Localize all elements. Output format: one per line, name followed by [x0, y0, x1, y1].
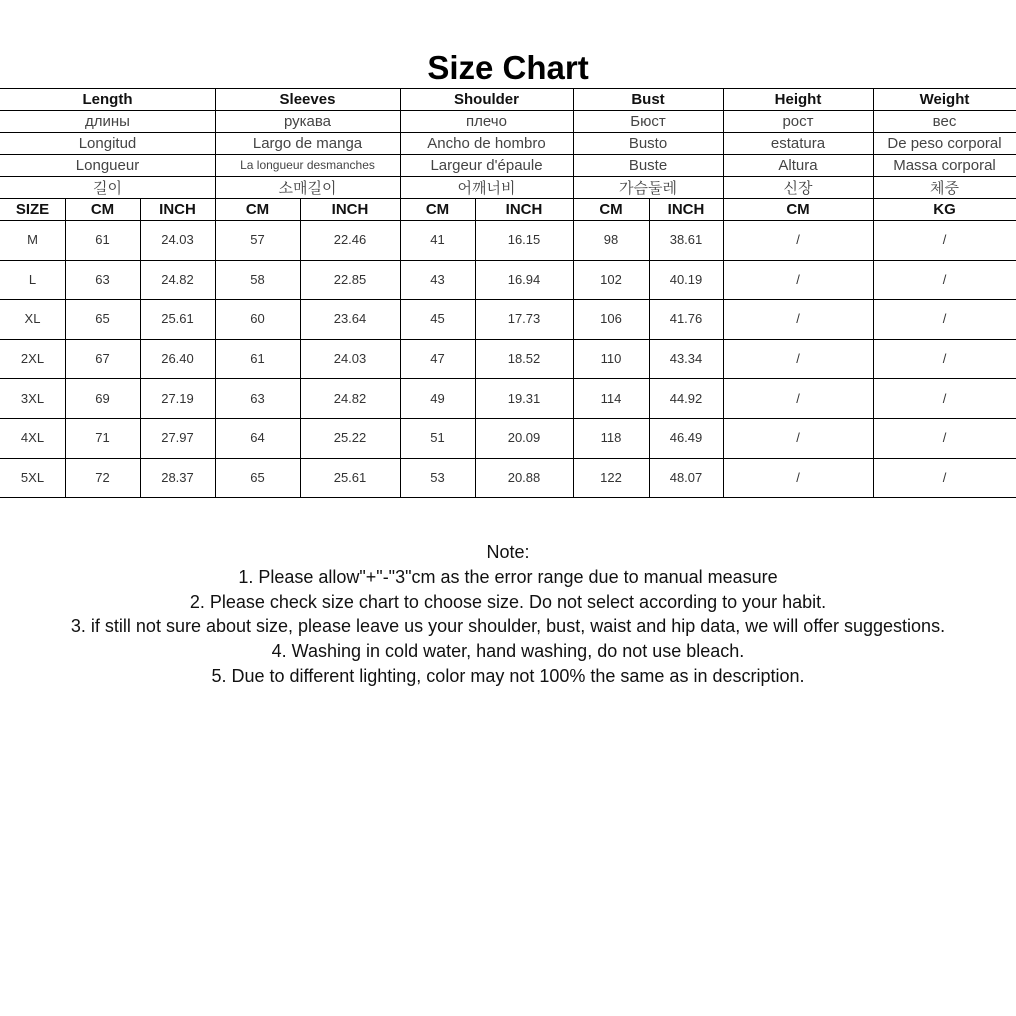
table-cell: 38.61 [669, 232, 703, 248]
table-cell: / [796, 311, 800, 327]
column-header-weight: Weight [919, 90, 970, 108]
table-cell: / [942, 430, 947, 446]
table-cell: 17.73 [507, 311, 541, 327]
table-cell: 16.15 [507, 232, 541, 248]
table-cell: / [796, 430, 800, 446]
unit-header: CM [425, 200, 450, 218]
header-translation: Largo de manga [252, 134, 363, 152]
table-cell: 61 [250, 351, 265, 367]
table-cell: 22.46 [333, 232, 367, 248]
unit-header: CM [90, 200, 115, 218]
table-cell: 20.88 [507, 469, 541, 485]
table-cell: 16.94 [507, 271, 541, 287]
note-item-5: 5. Due to different lighting, color may not 100% the same as in description. [211, 665, 805, 686]
header-translation: 어깨너비 [457, 179, 516, 197]
header-translation: Massa corporal [893, 156, 996, 174]
unit-header: KG [933, 200, 956, 218]
header-translation: длины [85, 112, 130, 130]
header-translation: De peso corporal [887, 134, 1002, 152]
size-label: 4XL [20, 430, 45, 446]
table-cell: 20.09 [507, 430, 541, 446]
table-grid-line [723, 88, 724, 497]
note-item-4: 4. Washing in cold water, hand washing, do not use bleach. [271, 641, 745, 662]
table-grid-line [0, 88, 1016, 89]
table-cell: 24.03 [333, 351, 367, 367]
table-cell: 114 [600, 390, 622, 406]
table-cell: 64 [250, 430, 265, 446]
table-cell: 25.22 [333, 430, 367, 446]
column-header-length: Length [82, 90, 133, 108]
header-translation: La longueur desmanches [240, 158, 375, 172]
table-cell: 65 [95, 311, 110, 327]
table-grid-line [873, 88, 874, 497]
table-cell: 19.31 [507, 390, 541, 406]
table-cell: / [796, 232, 800, 248]
table-grid-line [0, 418, 1016, 419]
table-cell: 58 [250, 271, 265, 287]
table-cell: 102 [600, 271, 622, 287]
table-cell: / [796, 469, 800, 485]
header-translation: Longitud [78, 134, 137, 152]
table-cell: 63 [95, 271, 110, 287]
table-cell: 44.92 [669, 390, 703, 406]
note-item-2: 2. Please check size chart to choose size. Do not select according to your habit. [189, 591, 827, 612]
table-cell: / [942, 351, 947, 367]
header-translation: Altura [778, 156, 818, 174]
size-label: 3XL [20, 390, 45, 406]
size-label: XL [24, 311, 41, 327]
table-cell: 22.85 [333, 271, 367, 287]
table-cell: 43 [430, 271, 445, 287]
table-cell: 27.97 [161, 430, 194, 446]
table-cell: 63 [250, 390, 265, 406]
header-translation: плечо [466, 112, 507, 130]
page-title: Size Chart [427, 49, 589, 86]
size-label: 5XL [20, 469, 45, 485]
table-grid-line [0, 176, 1016, 177]
table-cell: 98 [603, 232, 619, 248]
table-cell: 45 [430, 311, 445, 327]
table-grid-line [0, 339, 1016, 340]
header-translation: рост [782, 112, 814, 130]
table-cell: 72 [95, 469, 110, 485]
header-translation: Buste [628, 156, 668, 174]
header-translation: 신장 [783, 179, 813, 197]
table-cell: 25.61 [161, 311, 194, 327]
table-grid-line [475, 198, 476, 497]
header-translation: 소매길이 [278, 179, 337, 197]
table-grid-line [0, 497, 1016, 498]
table-cell: 26.40 [161, 351, 194, 367]
size-label: L [28, 271, 37, 287]
table-grid-line [0, 378, 1016, 379]
table-cell: 25.61 [333, 469, 367, 485]
table-grid-line [0, 220, 1016, 221]
table-cell: 46.49 [669, 430, 703, 446]
table-cell: / [796, 351, 800, 367]
header-translation: рукава [283, 112, 332, 130]
header-translation: вес [932, 112, 957, 130]
table-grid-line [0, 260, 1016, 261]
table-grid-line [573, 88, 574, 497]
table-cell: 69 [95, 390, 110, 406]
column-header-shoulder: Shoulder [453, 90, 519, 108]
unit-header: CM [599, 200, 623, 218]
column-header-sleeves: Sleeves [279, 90, 336, 108]
table-cell: 24.03 [161, 232, 194, 248]
table-cell: / [942, 311, 947, 327]
table-grid-line [0, 299, 1016, 300]
size-label: 2XL [20, 351, 45, 367]
notes-section [0, 540, 1016, 689]
table-cell: 106 [600, 311, 622, 327]
table-grid-line [400, 88, 401, 497]
table-grid-line [140, 198, 141, 497]
header-translation: Бюст [630, 112, 666, 130]
table-cell: 24.82 [333, 390, 367, 406]
table-cell: 57 [250, 232, 265, 248]
unit-header: INCH [667, 200, 705, 218]
unit-header: INCH [505, 200, 543, 218]
table-cell: 61 [95, 232, 110, 248]
table-cell: 118 [600, 430, 622, 446]
table-cell: 18.52 [507, 351, 541, 367]
table-grid-line [65, 198, 66, 497]
table-cell: 60 [250, 311, 265, 327]
note-item-3: 3. if still not sure about size, please leave us your shoulder, bust, waist and hip data, we will offer suggestions. [70, 616, 946, 637]
table-grid-line [0, 458, 1016, 459]
table-cell: 65 [250, 469, 265, 485]
table-cell: 47 [430, 351, 445, 367]
table-cell: / [796, 390, 800, 406]
unit-header: SIZE [15, 200, 50, 218]
table-cell: 71 [95, 430, 110, 446]
unit-header: INCH [331, 200, 369, 218]
table-cell: 122 [600, 469, 622, 485]
header-translation: Ancho de hombro [427, 134, 546, 152]
table-cell: / [796, 271, 800, 287]
table-cell: 53 [430, 469, 445, 485]
table-cell: 43.34 [669, 351, 703, 367]
header-translation: Busto [628, 134, 668, 152]
table-cell: 110 [600, 351, 622, 367]
note-item-1: 1. Please allow"+"-"3"cm as the error range due to manual measure [238, 566, 778, 587]
table-cell: / [942, 271, 947, 287]
table-grid-line [0, 132, 1016, 133]
header-translation: estatura [770, 134, 826, 152]
table-cell: / [942, 469, 947, 485]
header-translation: 체중 [930, 179, 959, 197]
unit-header: INCH [159, 200, 196, 218]
table-cell: / [942, 232, 947, 248]
table-grid-line [0, 154, 1016, 155]
unit-header: CM [245, 200, 270, 218]
header-translation: 길이 [93, 179, 122, 197]
unit-header: CM [786, 200, 810, 218]
column-header-bust: Bust [631, 90, 665, 108]
table-cell: 23.64 [333, 311, 367, 327]
header-translation: 가슴둘레 [619, 179, 677, 197]
column-header-height: Height [774, 90, 822, 108]
table-grid-line [0, 110, 1016, 111]
header-translation: Longueur [75, 156, 140, 174]
table-grid-line [300, 198, 301, 497]
size-chart-table [0, 88, 1016, 497]
table-grid-line [0, 198, 1016, 199]
table-cell: 41.76 [669, 311, 703, 327]
header-translation: Largeur d'épaule [430, 156, 543, 174]
table-cell: 41 [430, 232, 445, 248]
table-cell: 28.37 [161, 469, 194, 485]
table-cell: 27.19 [161, 390, 194, 406]
table-cell: 24.82 [161, 271, 194, 287]
table-cell: 48.07 [669, 469, 703, 485]
table-cell: / [942, 390, 947, 406]
table-cell: 51 [430, 430, 445, 446]
table-cell: 40.19 [669, 271, 703, 287]
notes-heading: Note: [486, 542, 530, 562]
table-grid-line [649, 198, 650, 497]
table-grid-line [215, 88, 216, 497]
size-label: M [27, 232, 38, 248]
table-cell: 49 [430, 390, 445, 406]
table-cell: 67 [95, 351, 110, 367]
